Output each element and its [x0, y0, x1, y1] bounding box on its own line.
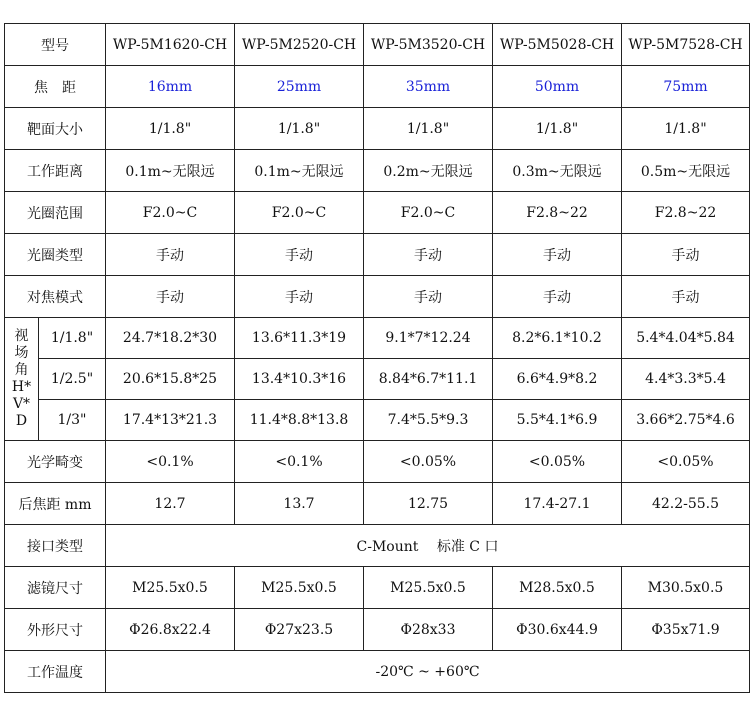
model-cell: WP-5M7528-CH: [622, 24, 750, 66]
fov-cell: 3.66*2.75*4.6: [622, 400, 750, 441]
temperature-value: -20℃ ~ +60℃: [106, 651, 750, 693]
model-cell: WP-5M5028-CH: [493, 24, 622, 66]
focus-mode-cell: 手动: [235, 276, 364, 318]
aperture-type-cell: 手动: [493, 234, 622, 276]
fov-cell: 9.1*7*12.24: [364, 318, 493, 359]
mount-label: 接口类型: [5, 525, 106, 567]
aperture-range-cell: F2.0~C: [235, 192, 364, 234]
dimensions-row: [5, 609, 750, 651]
aperture-type-cell: 手动: [235, 234, 364, 276]
focus-mode-cell: 手动: [493, 276, 622, 318]
fov-sensor-size: 1/3": [39, 400, 106, 441]
focus-mode-row: [5, 276, 750, 318]
mount-value: C-Mount 标准 C 口: [106, 525, 750, 567]
model-cell: WP-5M2520-CH: [235, 24, 364, 66]
filter-size-row: [5, 567, 750, 609]
target-size-cell: 1/1.8": [493, 108, 622, 150]
filter-size-cell: M28.5x0.5: [493, 567, 622, 609]
aperture-range-label: 光圈范围: [5, 192, 106, 234]
fov-cell: 17.4*13*21.3: [106, 400, 235, 441]
focus-mode-cell: 手动: [622, 276, 750, 318]
distortion-cell: <0.1%: [235, 441, 364, 483]
filter-size-cell: M25.5x0.5: [364, 567, 493, 609]
target-size-cell: 1/1.8": [622, 108, 750, 150]
aperture-type-cell: 手动: [364, 234, 493, 276]
dimensions-cell: Φ35x71.9: [622, 609, 750, 651]
fov-label: [5, 318, 39, 441]
fov-cell: 8.2*6.1*10.2: [493, 318, 622, 359]
focal-length-row: [5, 66, 750, 108]
working-distance-cell: 0.2m~无限远: [364, 150, 493, 192]
working-distance-cell: 0.3m~无限远: [493, 150, 622, 192]
model-row: [5, 24, 750, 66]
aperture-range-cell: F2.0~C: [106, 192, 235, 234]
model-label: 型号: [5, 24, 106, 66]
temperature-label: 工作温度: [5, 651, 106, 693]
aperture-type-cell: 手动: [622, 234, 750, 276]
fov-label-line: H*: [11, 379, 32, 395]
fov-cell: 13.4*10.3*16: [235, 359, 364, 400]
aperture-range-cell: F2.8~22: [493, 192, 622, 234]
aperture-range-cell: F2.0~C: [364, 192, 493, 234]
fov-row: [5, 359, 750, 400]
back-focal-cell: 17.4-27.1: [493, 483, 622, 525]
aperture-range-cell: F2.8~22: [622, 192, 750, 234]
back-focal-cell: 12.75: [364, 483, 493, 525]
dimensions-cell: Φ27x23.5: [235, 609, 364, 651]
fov-cell: 4.4*3.3*5.4: [622, 359, 750, 400]
fov-sensor-size: 1/2.5": [39, 359, 106, 400]
back-focal-cell: 12.7: [106, 483, 235, 525]
target-size-cell: 1/1.8": [106, 108, 235, 150]
fov-cell: 8.84*6.7*11.1: [364, 359, 493, 400]
focal-length-cell: 50mm: [493, 66, 622, 108]
fov-cell: 5.5*4.1*6.9: [493, 400, 622, 441]
fov-cell: 5.4*4.04*5.84: [622, 318, 750, 359]
fov-cell: 20.6*15.8*25: [106, 359, 235, 400]
focus-mode-cell: 手动: [106, 276, 235, 318]
fov-label-line: D: [15, 413, 28, 429]
fov-cell: 6.6*4.9*8.2: [493, 359, 622, 400]
distortion-cell: <0.1%: [106, 441, 235, 483]
focus-mode-cell: 手动: [364, 276, 493, 318]
aperture-type-cell: 手动: [106, 234, 235, 276]
fov-cell: 24.7*18.2*30: [106, 318, 235, 359]
filter-size-cell: M25.5x0.5: [235, 567, 364, 609]
focal-length-cell: 25mm: [235, 66, 364, 108]
distortion-cell: <0.05%: [622, 441, 750, 483]
focal-length-cell: 75mm: [622, 66, 750, 108]
back-focal-cell: 13.7: [235, 483, 364, 525]
fov-row: [5, 400, 750, 441]
working-distance-cell: 0.5m~无限远: [622, 150, 750, 192]
filter-size-cell: M25.5x0.5: [106, 567, 235, 609]
model-cell: WP-5M3520-CH: [364, 24, 493, 66]
temperature-row: [5, 651, 750, 693]
lens-spec-table: [4, 23, 750, 693]
target-size-cell: 1/1.8": [364, 108, 493, 150]
fov-row: [5, 318, 750, 359]
aperture-type-label: 光圈类型: [5, 234, 106, 276]
working-distance-cell: 0.1m~无限远: [106, 150, 235, 192]
fov-label-line: 场: [14, 345, 29, 361]
target-size-row: [5, 108, 750, 150]
dimensions-cell: Φ26.8x22.4: [106, 609, 235, 651]
fov-cell: 13.6*11.3*19: [235, 318, 364, 359]
distortion-cell: <0.05%: [364, 441, 493, 483]
working-distance-label: 工作距离: [5, 150, 106, 192]
fov-label-line: V*: [12, 396, 31, 412]
mount-row: [5, 525, 750, 567]
dimensions-label: 外形尺寸: [5, 609, 106, 651]
fov-cell: 7.4*5.5*9.3: [364, 400, 493, 441]
back-focal-cell: 42.2-55.5: [622, 483, 750, 525]
back-focal-label: 后焦距 mm: [5, 483, 106, 525]
back-focal-row: [5, 483, 750, 525]
fov-label-line: 视: [14, 328, 29, 344]
working-distance-row: [5, 150, 750, 192]
focal-length-label: 焦 距: [5, 66, 106, 108]
dimensions-cell: Φ28x33: [364, 609, 493, 651]
focal-length-cell: 35mm: [364, 66, 493, 108]
fov-sensor-size: 1/1.8": [39, 318, 106, 359]
filter-size-label: 滤镜尺寸: [5, 567, 106, 609]
dimensions-cell: Φ30.6x44.9: [493, 609, 622, 651]
aperture-range-row: [5, 192, 750, 234]
distortion-row: [5, 441, 750, 483]
working-distance-cell: 0.1m~无限远: [235, 150, 364, 192]
fov-label-line: 角: [14, 362, 29, 378]
focal-length-cell: 16mm: [106, 66, 235, 108]
filter-size-cell: M30.5x0.5: [622, 567, 750, 609]
target-size-cell: 1/1.8": [235, 108, 364, 150]
target-size-label: 靶面大小: [5, 108, 106, 150]
model-cell: WP-5M1620-CH: [106, 24, 235, 66]
distortion-label: 光学畸变: [5, 441, 106, 483]
aperture-type-row: [5, 234, 750, 276]
fov-cell: 11.4*8.8*13.8: [235, 400, 364, 441]
distortion-cell: <0.05%: [493, 441, 622, 483]
focus-mode-label: 对焦模式: [5, 276, 106, 318]
